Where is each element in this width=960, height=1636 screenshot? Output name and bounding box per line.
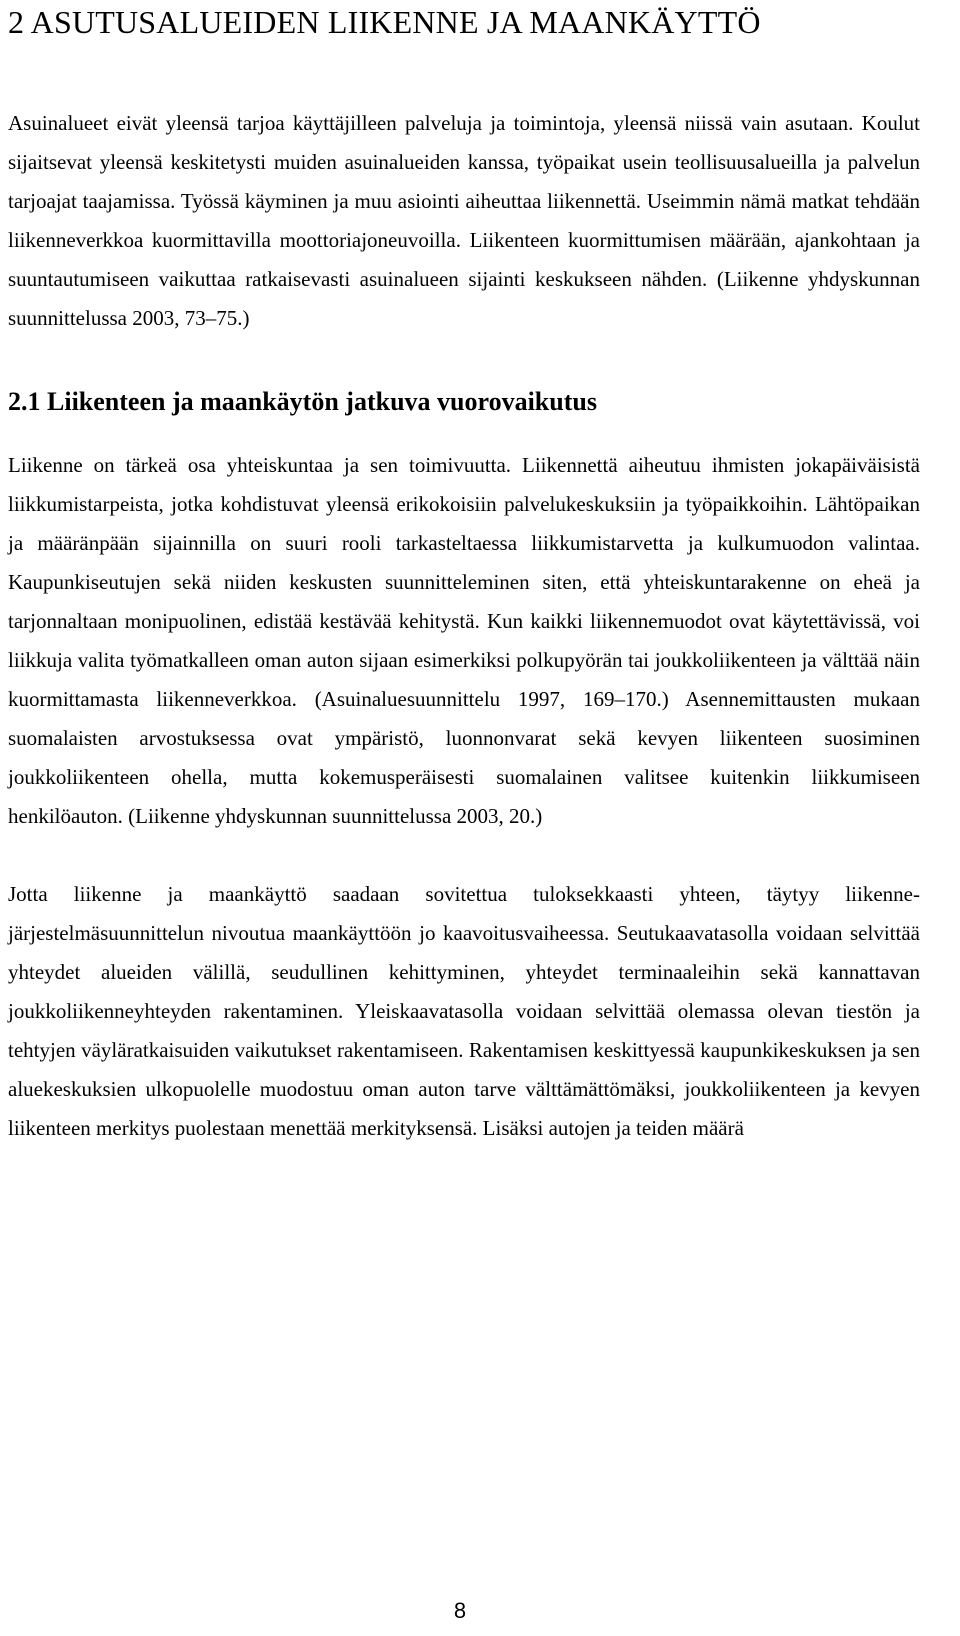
chapter-heading: 2 ASUTUSALUEIDEN LIIKENNE JA MAANKÄYTTÖ [8,4,761,40]
page-number: 8 [453,1598,467,1623]
section-heading: 2.1 Liikenteen ja maankäytön jatkuva vuorovaikutus [8,387,597,416]
document-page [8,0,920,1148]
paragraph-asuinalueet: Asuinalueet eivät yleensä tarjoa käyttäjilleen palveluja ja toimintoja, yleensä niissä vain asutaan. Koulut sijaitsevat yleensä keskitetysti muiden asuinalueiden kanssa, työpaikat usein teollisuusalueilla ja palvelun tarjoajat taajamissa. Työssä käyminen ja muu asiointi aiheuttaa liikennettä. Useimmin nämä matkat tehdään liikenneverkkoa kuormittavilla moottoriajoneuvoilla. Liikenteen kuormittumisen määrään, ajankohtaan ja suuntautumiseen vaikuttaa ratkaisevasti asuinalueen sijainti keskukseen nähden. (Liikenne yhdyskunnan suunnittelussa 2003, 73–75.) [8,111,920,330]
paragraph-liikenne: Liikenne on tärkeä osa yhteiskuntaa ja sen toimivuutta. Liikennettä aiheutuu ihmisten jokapäiväisistä liikkumistarpeista, jotka kohdistuvat yleensä erikokoisiin palvelukeskuksiin ja työpaikkoihin. Lähtöpaikan ja määränpään sijainnilla on suuri rooli tarkasteltaessa liikkumistarvetta ja kulkumuodon valintaa. Kaupunkiseutujen sekä niiden keskusten suunnitteleminen siten, että yhteiskuntarakenne on eheä ja tarjonnaltaan monipuolinen, edistää kestävää kehitystä. Kun kaikki liikennemuodot ovat käytettävissä, voi liikkuja valita työmatkalleen oman auton sijaan esimerkiksi polkupyörän tai joukkoliikenteen ja välttää näin kuormittamasta liikenneverkkoa. (Asuinaluesuunnittelu 1997, 169–170.) Asennemittausten mukaan suomalaisten arvostuksessa ovat ympäristö, luonnonvarat sekä kevyen liikenteen suosiminen joukkoliikenteen ohella, mutta kokemusperäisesti suomalainen valitsee kuitenkin liikkumiseen henkilöauton. (Liikenne yhdyskunnan suunnittelussa 2003, 20.) [8,453,920,828]
paragraph-jotta-liikenne: Jotta liikenne ja maankäyttö saadaan sovitettua tuloksekkaasti yhteen, täytyy liikennejärjestelmäsuunnittelun nivoutua maankäyttöön jo kaavoitusvaiheessa. Seutukaavatasolla voidaan selvittää yhteydet alueiden välillä, seudullinen kehittyminen, yhteydet terminaaleihin sekä kannattavan joukkoliikenneyhteyden rakentaminen. Yleiskaavatasolla voidaan selvittää olemassa olevan tiestön ja tehtyjen väyläratkaisuiden vaikutukset rakentamiseen. Rakentamisen keskittyessä kaupunkikeskuksen ja sen aluekeskuksien ulkopuolelle muodostuu oman auton tarve välttämättömäksi, joukkoliikenteen ja kevyen liikenteen merkitys puolestaan menettää merkityksensä. Lisäksi autojen ja teiden määrä [8,882,920,1140]
